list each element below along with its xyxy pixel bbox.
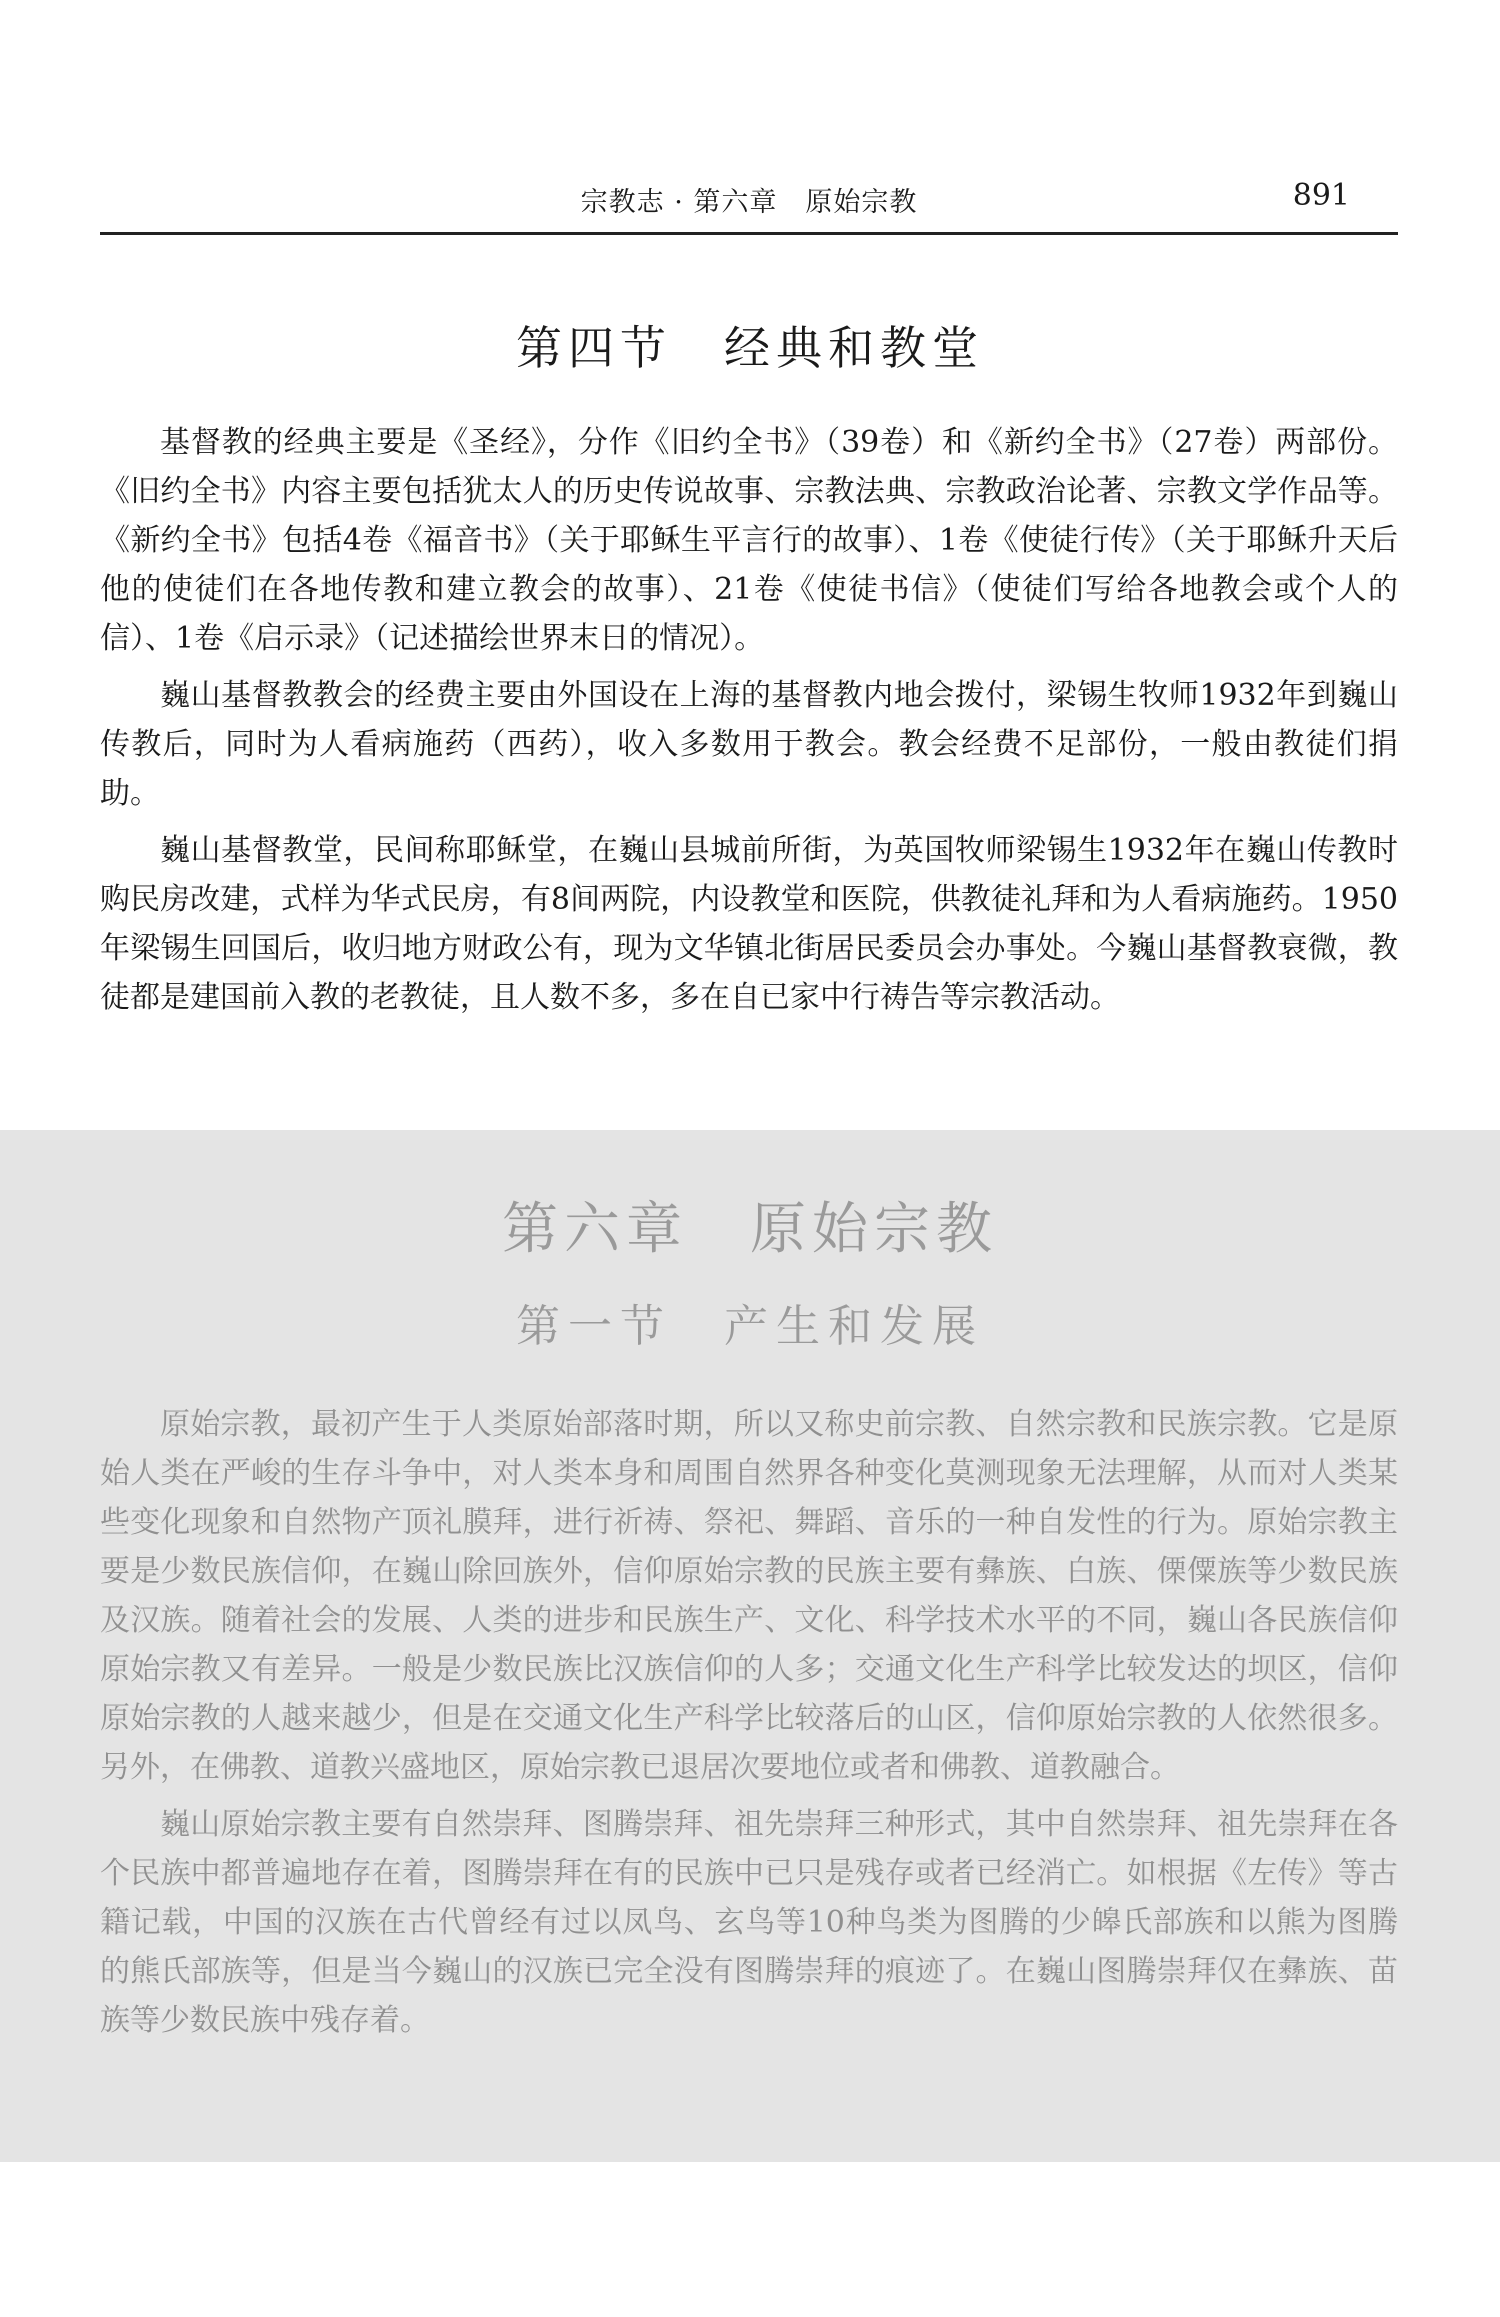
section-title: 第四节 经典和教堂 [516,321,984,375]
running-header [100,172,1398,235]
paragraph: 原始宗教，最初产生于人类原始部落时期，所以又称史前宗教、自然宗教和民族宗教。它是原始人类在严峻的生存斗争中，对人类本身和周围自然界各种变化莫测现象无法理解，从而对人类某些变化现象和自然物产顶礼膜拜，进行祈祷、祭祀、舞蹈、音乐的一种自发性的行为。原始宗教主要是少数民族信仰，在巍山除回族外，信仰原始宗教的民族主要有彝族、白族、傈僳族等少数民族及汉族。随着社会的发展、人类的进步和民族生产、文化、科学技术水平的不同，巍山各民族信仰原始宗教又有差异。一般是少数民族比汉族信仰的人多；交通文化生产科学比较发达的坝区，信仰原始宗教的人越来越少，但是在交通文化生产科学比较落后的山区，信仰原始宗教的人依然很多。另外，在佛教、道教兴盛地区，原始宗教已退居次要地位或者和佛教、道教融合。 [100,1407,1398,1785]
paragraph: 巍山基督教堂，民间称耶稣堂，在巍山县城前所街，为英国牧师梁锡生1932年在巍山传教时购民房改建，式样为华式民房，有8间两院，内设教堂和医院，供教徒礼拜和为人看病施药。1950年梁锡生回国后，收归地方财政公有，现为文华镇北街居民委员会办事处。今巍山基督教衰微，教徒都是建国前入教的老教徒，且人数不多，多在自已家中行祷告等宗教活动。 [100,833,1398,1015]
chapter-body [100,1400,1398,2053]
paragraph: 基督教的经典主要是《圣经》，分作《旧约全书》（39卷）和《新约全书》（27卷）两部份。《旧约全书》内容主要包括犹太人的历史传说故事、宗教法典、宗教政治论著、宗教文学作品等。《新约全书》包括4卷《福音书》（关于耶稣生平言行的故事）、1卷《使徒行传》（关于耶稣升天后他的使徒们在各地传教和建立教会的故事）、21卷《使徒书信》（使徒们写给各地教会或个人的信）、1卷《启示录》（记述描绘世界末日的情况）。 [100,425,1398,656]
paragraph: 巍山基督教教会的经费主要由外国设在上海的基督教内地会拨付，梁锡生牧师1932年到巍山传教后，同时为人看病施药（西药），收入多数用于教会。教会经费不足部份，一般由教徒们捐助。 [100,678,1398,811]
running-title: 宗教志 · 第六章 原始宗教 [580,187,918,218]
paragraph: 巍山原始宗教主要有自然崇拜、图腾崇拜、祖先崇拜三种形式，其中自然崇拜、祖先崇拜在各个民族中都普遍地存在着，图腾崇拜在有的民族中已只是残存或者已经消亡。如根据《左传》等古籍记载，中国的汉族在古代曾经有过以凤鸟、玄鸟等10种鸟类为图腾的少皞氏部族和以熊为图腾的熊氏部族等，但是当今巍山的汉族已完全没有图腾崇拜的痕迹了。在巍山图腾崇拜仅在彝族、苗族等少数民族中残存着。 [100,1807,1398,2038]
chapter-title: 第六章 原始宗教 [502,1197,998,1262]
chapter-subtitle: 第一节 产生和发展 [516,1301,984,1352]
page-number: 891 [1292,178,1350,213]
section-body [100,418,1398,1030]
